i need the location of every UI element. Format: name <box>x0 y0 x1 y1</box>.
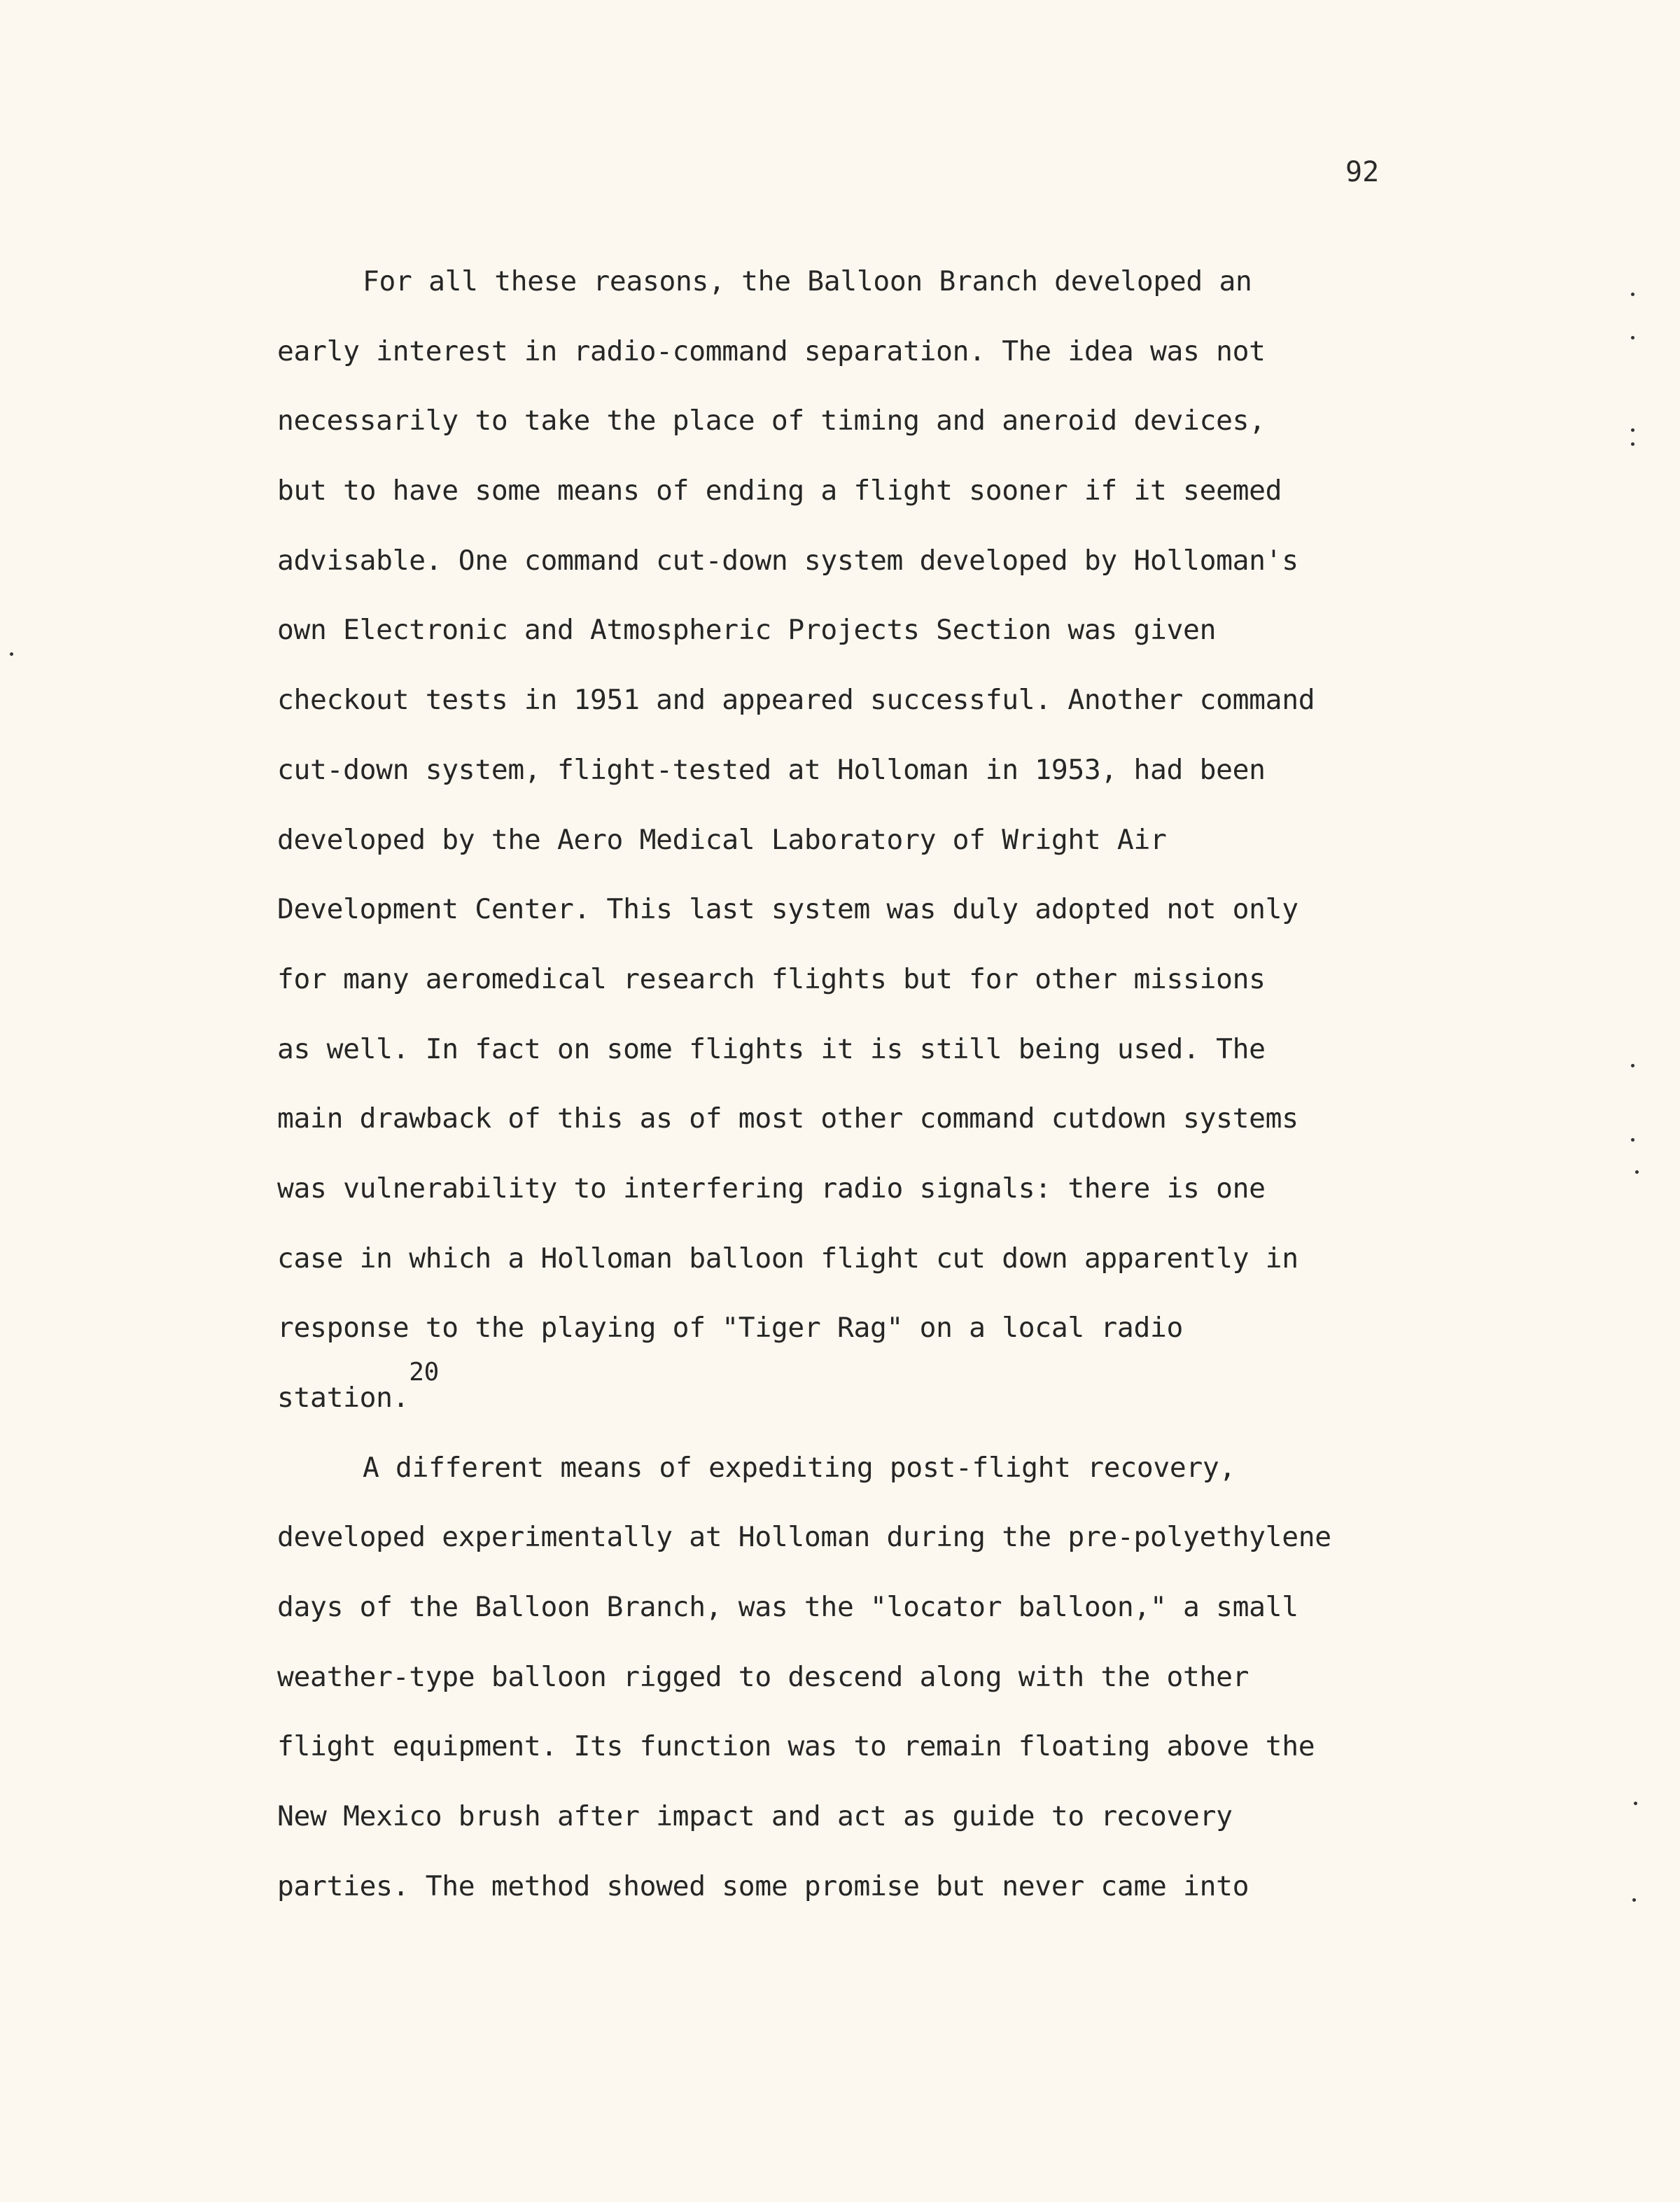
text-line: as well. In fact on some flights it is still being used. The <box>277 1032 1266 1065</box>
text-line: A different means of expediting post-flight recovery, <box>363 1451 1236 1484</box>
body-text <box>277 259 1425 1934</box>
text-line: own Electronic and Atmospheric Projects Section was given <box>277 614 1217 647</box>
margin-speck <box>1635 1170 1639 1174</box>
station-text: station. <box>277 1382 410 1414</box>
footnote-marker: 20 <box>409 1358 439 1387</box>
margin-speck <box>1631 442 1634 446</box>
text-line: cut-down system, flight-tested at Holloman in 1953, had been <box>277 753 1266 786</box>
text-line: developed experimentally at Holloman during the pre-polyethylene <box>277 1521 1331 1554</box>
text-line: developed by the Aero Medical Laboratory of Wright Air <box>277 823 1167 856</box>
text-line: Development Center. This last system was duly adopted not only <box>277 893 1298 926</box>
text-line: checkout tests in 1951 and appeared successful. Another command <box>277 684 1315 717</box>
text-line: response to the playing of "Tiger Rag" on a local radio <box>277 1312 1184 1345</box>
margin-speck <box>10 652 13 656</box>
text-line: necessarily to take the place of timing and aneroid devices, <box>277 405 1266 437</box>
text-line: early interest in radio-command separation. The idea was not <box>277 335 1266 367</box>
text-line: case in which a Holloman balloon flight cut down apparently in <box>277 1242 1298 1275</box>
margin-speck <box>1631 1138 1634 1142</box>
page-number: 92 <box>1345 156 1380 188</box>
margin-speck <box>1631 336 1634 339</box>
text-line: For all these reasons, the Balloon Branch developed an <box>363 265 1252 297</box>
margin-speck <box>1631 1064 1634 1067</box>
margin-speck <box>1631 428 1634 432</box>
text-line: parties. The method showed some promise but never came into <box>277 1870 1250 1902</box>
text-line: days of the Balloon Branch, was the "locator balloon," a small <box>277 1591 1298 1624</box>
text-line-last <box>277 1358 1425 1445</box>
text-line: New Mexico brush after impact and act as guide to recovery <box>277 1800 1233 1833</box>
text-line: was vulnerability to interfering radio signals: there is one <box>277 1172 1266 1205</box>
text-line: advisable. One command cut-down system developed by Holloman's <box>277 544 1298 577</box>
margin-speck <box>1631 293 1634 296</box>
text-line: but to have some means of ending a flight sooner if it seemed <box>277 475 1282 507</box>
text-line: main drawback of this as of most other command cutdown systems <box>277 1102 1298 1135</box>
text-line: for many aeromedical research flights but for other missions <box>277 962 1266 995</box>
text-line: flight equipment. Its function was to remain floating above the <box>277 1730 1315 1763</box>
margin-speck <box>1634 1802 1637 1805</box>
text-line: weather-type balloon rigged to descend along with the other <box>277 1660 1250 1693</box>
margin-speck <box>1632 1898 1636 1902</box>
